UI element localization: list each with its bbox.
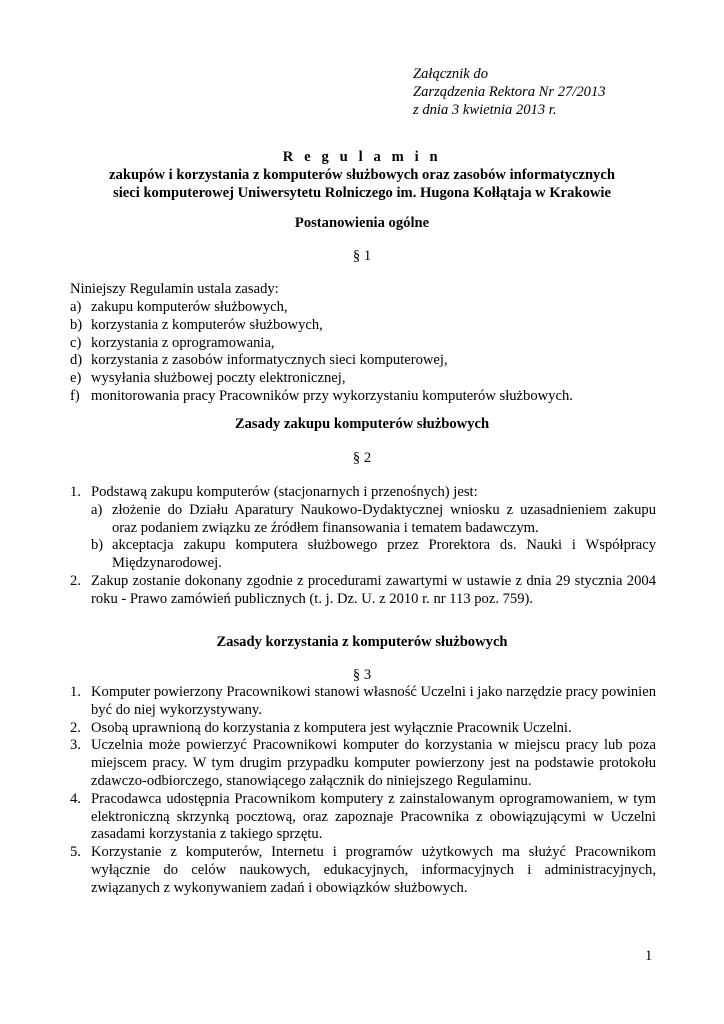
sublist-item	[91, 537, 656, 573]
annex-line-1: Załącznik do	[413, 66, 488, 82]
list-item	[70, 388, 573, 406]
list-number: 3.	[70, 737, 81, 754]
purchase-list	[70, 484, 656, 609]
list-marker: c)	[70, 334, 82, 351]
list-text: Pracodawca udostępnia Pracownikom komputery z zainstalowanym oprogramowaniem, w tym elektroniczną skrzynką pocztową, oraz zapoznaje Pracownika z obowiązującymi w Uczelni zasadami korzystania z takiego sprzętu.	[91, 790, 656, 843]
annex-line-3: z dnia 3 kwietnia 2013 r.	[413, 101, 557, 118]
list-text: korzystania z komputerów służbowych,	[91, 316, 323, 333]
list-item	[70, 335, 573, 353]
usage-list	[70, 684, 656, 898]
list-item	[70, 684, 656, 720]
sublist-marker: b)	[91, 537, 104, 554]
title-line-3: sieci komputerowej Uniwersytetu Rolniczego im. Hugona Kołłątaja w Krakowie	[113, 184, 611, 201]
list-marker: d)	[70, 352, 83, 369]
paragraph-mark-2: § 2	[352, 450, 372, 466]
list-number: 2.	[70, 572, 81, 589]
list-item	[70, 737, 656, 790]
section-heading-purchase: Zasady zakupu komputerów służbowych	[234, 416, 490, 432]
list-text: korzystania z zasobów informatycznych sieci komputerowej,	[91, 352, 448, 369]
list-item	[70, 720, 656, 738]
document-title	[0, 149, 724, 202]
list-marker: e)	[70, 370, 82, 387]
list-item	[70, 352, 573, 370]
list-number: 4.	[70, 790, 81, 807]
list-item	[70, 370, 573, 388]
annex-note	[413, 66, 606, 119]
list-marker: f)	[70, 387, 80, 404]
list-text: Zakup zostanie dokonany zgodnie z procedurami zawartymi w ustawie z dnia 29 stycznia 2004 roku - Prawo zamówień publicznych (t. j. Dz. U. z 2010 r. nr 113 poz. 759).	[91, 572, 656, 607]
sublist-text: akceptacja zakupu komputera służbowego przez Prorektora ds. Nauki i Współpracy Międzynarodowej.	[112, 537, 656, 572]
section-heading-usage: Zasady korzystania z komputerów służbowych	[216, 634, 508, 650]
intro-text: Niniejszy Regulamin ustala zasady:	[70, 281, 279, 297]
section-heading-general: Postanowienia ogólne	[294, 215, 430, 231]
sublist-item	[91, 502, 656, 538]
list-text: wysyłania służbowej poczty elektronicznej,	[91, 370, 346, 387]
list-text: Osobą uprawnioną do korzystania z komputera jest wyłącznie Pracownik Uczelni.	[91, 719, 572, 736]
annex-line-2: Zarządzenia Rektora Nr 27/2013	[413, 83, 606, 100]
list-text: Uczelnia może powierzyć Pracownikowi komputer do korzystania w miejscu pracy lub poza miejscem pracy. W tym drugim przypadku komputer powierzony jest na podstawie protokołu zdawczo-odbiorczego, stanowiącego załącznik do niniejszego Regulaminu.	[91, 737, 656, 789]
title-main: R e g u l a m i n	[282, 149, 442, 165]
list-item	[70, 573, 656, 609]
list-item	[70, 299, 573, 317]
list-text: monitorowania pracy Pracowników przy wykorzystaniu komputerów służbowych.	[91, 387, 573, 404]
list-item	[70, 791, 656, 844]
sublist-marker: a)	[91, 501, 103, 518]
sublist-text: złożenie do Działu Aparatury Naukowo-Dydaktycznej wniosku z uzasadnieniem zakupu oraz podaniem związku ze źródłem finansowania i tematem badawczym.	[112, 501, 656, 536]
general-list	[70, 299, 573, 406]
list-marker: b)	[70, 316, 83, 333]
list-text: Komputer powierzony Pracownikowi stanowi własność Uczelni i jako narzędzie pracy powinien być do niej wykorzystywany.	[91, 684, 656, 718]
list-marker: a)	[70, 299, 82, 315]
list-item-body	[91, 484, 656, 573]
list-text: korzystania z oprogramowania,	[91, 334, 275, 351]
list-number: 1.	[70, 684, 81, 700]
list-item	[70, 844, 656, 897]
list-item	[70, 317, 573, 335]
list-number: 5.	[70, 844, 81, 861]
list-number: 2.	[70, 719, 81, 736]
paragraph-mark-1: § 1	[352, 248, 372, 264]
list-text: Podstawą zakupu komputerów (stacjonarnych i przenośnych) jest:	[91, 484, 478, 500]
list-number: 1.	[70, 484, 81, 500]
title-line-2: zakupów i korzystania z komputerów służbowych oraz zasobów informatycznych	[109, 166, 615, 183]
list-text: Korzystanie z komputerów, Internetu i programów użytkowych ma służyć Pracownikom wyłącznie do celów naukowych, edukacyjnych, informacyjnych i administracyjnych, związanych z wykonywaniem zadań i obowiązków służbowych.	[91, 844, 656, 896]
page-number: 1	[645, 948, 653, 964]
list-item	[70, 484, 656, 573]
purchase-sublist	[91, 502, 656, 573]
paragraph-mark-3: § 3	[352, 667, 372, 683]
list-text: zakupu komputerów służbowych,	[91, 299, 288, 315]
